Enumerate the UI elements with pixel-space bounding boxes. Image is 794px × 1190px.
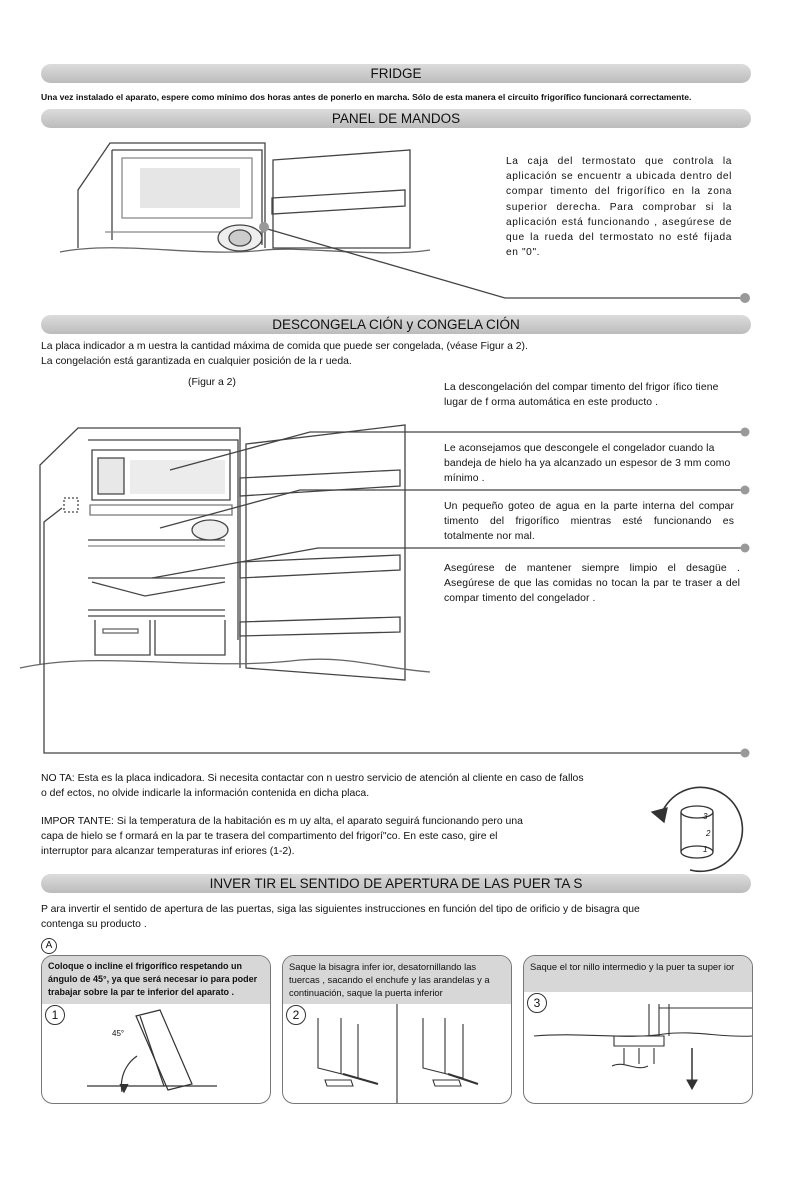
callout-text-4: Asegúrese de mantener siempre limpio el desagüe . Asegúrese de que las comidas no tocan la par te traser a del compar timento del congelador . bbox=[444, 563, 740, 604]
important-line-1: IMPOR TANTE: Si la temperatura de la habitación es m uy alta, el aparato seguirá funcionando pero una bbox=[41, 816, 523, 827]
step-3-text: Saque el tor nillo intermedio y la puer ta super ior bbox=[524, 956, 752, 992]
important-line-3: interruptor para alcanzar temperaturas inf eriores (1-2). bbox=[41, 846, 295, 857]
step-number-1: 1 bbox=[45, 1005, 65, 1025]
step-1-illustration bbox=[42, 956, 270, 1103]
callout-text-3: Un pequeño goteo de agua en la parte interna del compar timento del frigorífico mientras esté funcionando es totalmente nor mal. bbox=[444, 501, 734, 542]
section-title: FRIDGE bbox=[370, 66, 422, 81]
callout-text-1: La descongelación del compar timento del frigor ífico tiene lugar de f orma automática en este producto . bbox=[444, 382, 719, 408]
marker-a: A bbox=[41, 938, 57, 954]
reverse-intro-2: contenga su producto . bbox=[41, 919, 147, 930]
section-title: PANEL DE MANDOS bbox=[331, 111, 461, 126]
step-2-illustration bbox=[283, 956, 511, 1103]
step-card-2 bbox=[282, 955, 512, 1104]
step-number-3: 3 bbox=[527, 993, 547, 1013]
step-3-illustration bbox=[524, 956, 752, 1103]
step-number-2: 2 bbox=[286, 1005, 306, 1025]
callout-dot bbox=[741, 428, 750, 437]
defrost-line-1: La placa indicador a m uestra la cantidad máxima de comida que puede ser congelada, (véase Figur a 2). bbox=[41, 341, 528, 352]
step-card-3 bbox=[523, 955, 753, 1104]
section-title: INVER TIR EL SENTIDO DE APERTURA DE LAS PUER TA S bbox=[209, 876, 583, 891]
note-line-2: o def ectos, no olvide indicarle la información contenida en dicha placa. bbox=[41, 788, 370, 799]
section-title: DESCONGELA CIÓN y CONGELA CIÓN bbox=[272, 317, 520, 332]
section-bar-reverse-doors bbox=[41, 874, 751, 893]
callout-text-2: Le aconsejamos que descongele el congelador cuando la bandeja de hielo ha ya alcanzado un espesor de 3 mm como mínimo . bbox=[444, 443, 731, 484]
callout-dot bbox=[259, 222, 269, 232]
intro-text: Una vez instalado el aparato, espere como mínimo dos horas antes de ponerlo en marcha. Sólo de esta manera el circuito frigorífico funcionará correctamente. bbox=[41, 92, 692, 102]
panel-description: La caja del termostato que controla la aplicación se encuentr a ubicada dentro del compar timento del frigorífico en la zona superior derecha. Para comprobar si la aplicación está funcionando , asegúrese de que la rueda del termostato no esté fijada en "0". bbox=[506, 156, 732, 259]
important-line-2: capa de hielo se f ormará en la par te trasera del compartimento del frigorí"co. En este caso, gire el bbox=[41, 831, 498, 842]
defrost-line-2: La congelación está garantizada en cualquier posición de la r ueda. bbox=[41, 356, 352, 367]
thermostat-dial-illustration bbox=[652, 787, 742, 871]
step-2-text: Saque la bisagra infer ior, desatornillando las tuercas , sacando el enchufe y las arandelas y a continuación, saque la puerta inferior bbox=[283, 956, 511, 1004]
dial-number-2: 2 bbox=[706, 829, 711, 838]
figure-label: (Figur a 2) bbox=[188, 377, 236, 388]
step-card-1 bbox=[41, 955, 271, 1104]
angle-label: 45° bbox=[112, 1029, 125, 1038]
callout-dot bbox=[741, 544, 750, 553]
note-line-1: NO TA: Esta es la placa indicadora. Si necesita contactar con n uestro servicio de atención al cliente en caso de fallos bbox=[41, 773, 584, 784]
callout-dot bbox=[741, 749, 750, 758]
dial-number-3: 3 bbox=[703, 812, 708, 821]
step-1-text: Coloque o incline el frigorífico respetando un ángulo de 45°, ya que será necesar io para poder trabajar sobre la par te inferior del aparato . bbox=[42, 956, 270, 1004]
callout-dot bbox=[740, 293, 750, 303]
dial-number-1: 1 bbox=[703, 845, 708, 854]
callout-dot bbox=[741, 486, 750, 495]
fridge-top-illustration bbox=[60, 143, 745, 298]
section-bar-defrost bbox=[41, 315, 751, 334]
reverse-intro-1: P ara invertir el sentido de apertura de las puertas, siga las siguientes instrucciones en función del tipo de orificio y de bisagra que bbox=[41, 904, 640, 915]
